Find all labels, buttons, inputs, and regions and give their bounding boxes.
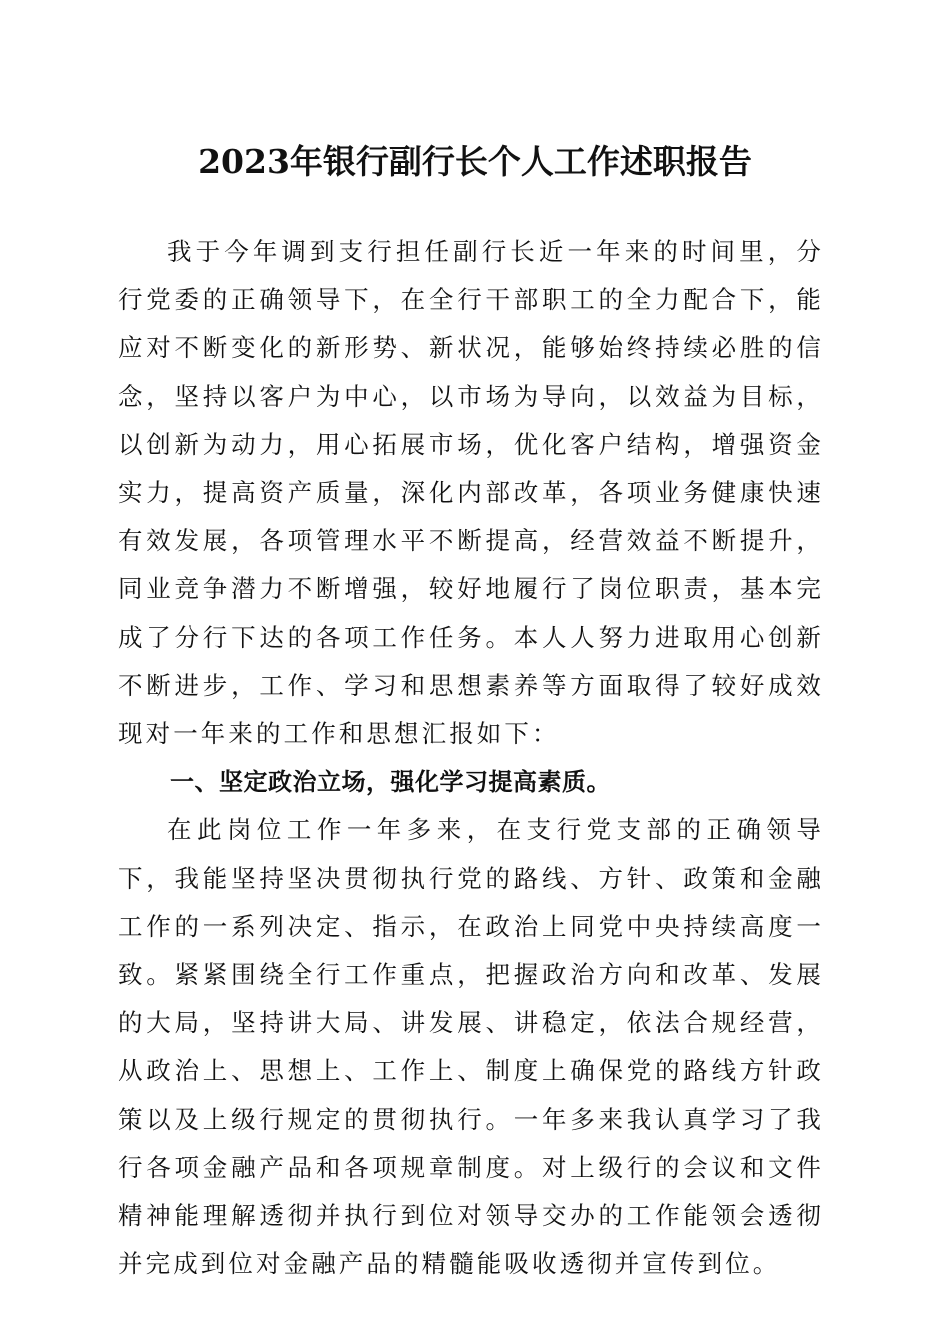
paragraph-intro: 我于今年调到支行担任副行长近一年来的时间里，分行党委的正确领导下，在全行干部职工的全力配合下，能应对不断变化的新形势、新状况，能够始终持续必胜的信念，坚持以客户为中心，以市场为导向，以效益为目标，以创新为动力，用心拓展市场，优化客户结构，增强资金实力，提高资产质量，深化内部改革，各项业务健康快速有效发展，各项管理水平不断提高，经营效益不断提升，同业竞争潜力不断增强，较好地履行了岗位职责，基本完成了分行下达的各项工作任务。本人人努力进取用心创新不断进步，工作、学习和思想素养等方面取得了较好成效现对一年来的工作和思想汇报如下： xyxy=(118,237,824,749)
paragraph-section-1: 在此岗位工作一年多来，在支行党支部的正确领导下，我能坚持坚决贯彻执行党的路线、方针、政策和金融工作的一系列决定、指示，在政治上同党中央持续高度一致。紧紧围绕全行工作重点，把握政治方向和改革、发展的大局，坚持讲大局、讲发展、讲稳定，依法合规经营，从政治上、思想上、工作上、制度上确保党的路线方针政策以及上级行规定的贯彻执行。一年多来我认真学习了我行各项金融产品和各项规章制度。对上级行的会议和文件精神能理解透彻并执行到位对领导交办的工作能领会透彻并完成到位对金融产品的精髓能吸收透彻并宣传到位。 xyxy=(118,815,824,1279)
section-heading-1: 一、坚定政治立场，强化学习提高素质。 xyxy=(170,768,611,797)
document-title: 2023年银行副行长个人工作述职报告 xyxy=(198,142,752,181)
document-body xyxy=(118,228,824,1288)
